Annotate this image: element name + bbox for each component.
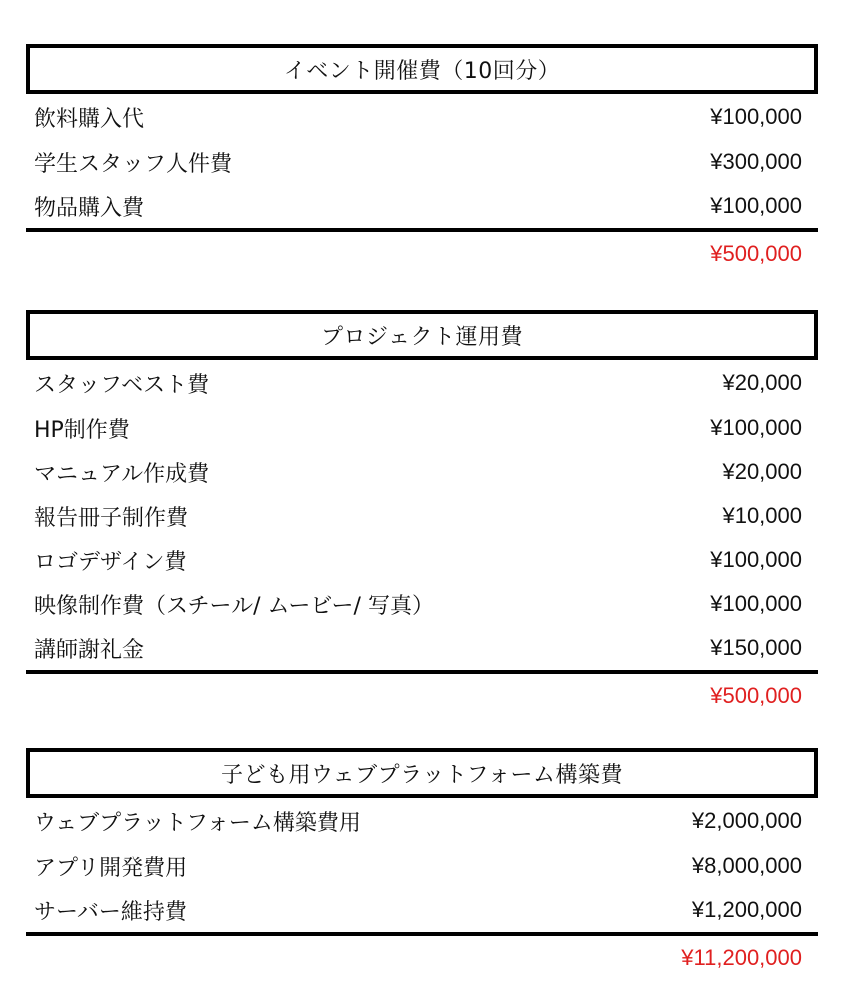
item-label: 学生スタッフ人件費 [34, 151, 233, 177]
item-label: ウェブプラットフォーム構築費用 [34, 810, 361, 836]
section-total: ¥500,000 [710, 241, 802, 266]
item-amount: ¥100,000 [710, 193, 802, 218]
section-title: イベント開催費（10回分） [26, 44, 818, 94]
item-label: 講師謝礼金 [34, 637, 145, 663]
list-item [26, 94, 818, 140]
item-amount: ¥1,200,000 [691, 897, 802, 922]
item-amount: ¥300,000 [710, 149, 802, 174]
item-label: スタッフベスト費 [34, 372, 210, 398]
list-item [26, 494, 818, 538]
item-amount: ¥2,000,000 [691, 808, 802, 833]
list-item [26, 184, 818, 228]
item-label: 物品購入費 [34, 195, 145, 221]
list-item [26, 626, 818, 670]
list-item [26, 140, 818, 184]
item-amount: ¥150,000 [710, 635, 802, 660]
item-amount: ¥100,000 [710, 415, 802, 440]
item-amount: ¥20,000 [722, 459, 802, 484]
item-label: ロゴデザイン費 [34, 549, 187, 575]
list-item [26, 582, 818, 626]
list-item [26, 450, 818, 494]
item-label: HP制作費 [34, 417, 130, 443]
list-item [26, 406, 818, 450]
item-list [26, 798, 818, 936]
list-item [26, 888, 818, 932]
list-item [26, 360, 818, 406]
item-amount: ¥8,000,000 [691, 853, 802, 878]
section-title: プロジェクト運用費 [26, 310, 818, 360]
list-item [26, 798, 818, 844]
item-list [26, 94, 818, 232]
item-label: サーバー維持費 [34, 899, 187, 925]
item-amount: ¥10,000 [722, 503, 802, 528]
list-item [26, 844, 818, 888]
item-amount: ¥100,000 [710, 547, 802, 572]
item-list [26, 360, 818, 674]
section-total: ¥500,000 [710, 683, 802, 708]
item-label: アプリ開発費用 [34, 855, 188, 881]
section-event-costs [26, 44, 818, 276]
item-label: 映像制作費（スチール/ ムービー/ 写真） [34, 593, 434, 619]
section-total: ¥11,200,000 [681, 945, 802, 970]
item-amount: ¥100,000 [710, 591, 802, 616]
item-amount: ¥100,000 [710, 104, 802, 129]
section-web-platform-costs [26, 748, 818, 980]
item-label: 報告冊子制作費 [34, 505, 189, 531]
section-project-operation-costs [26, 310, 818, 718]
item-label: 飲料購入代 [34, 106, 145, 132]
item-amount: ¥20,000 [722, 370, 802, 395]
list-item [26, 538, 818, 582]
item-label: マニュアル作成費 [34, 461, 210, 487]
section-title: 子ども用ウェブプラットフォーム構築費 [26, 748, 818, 798]
